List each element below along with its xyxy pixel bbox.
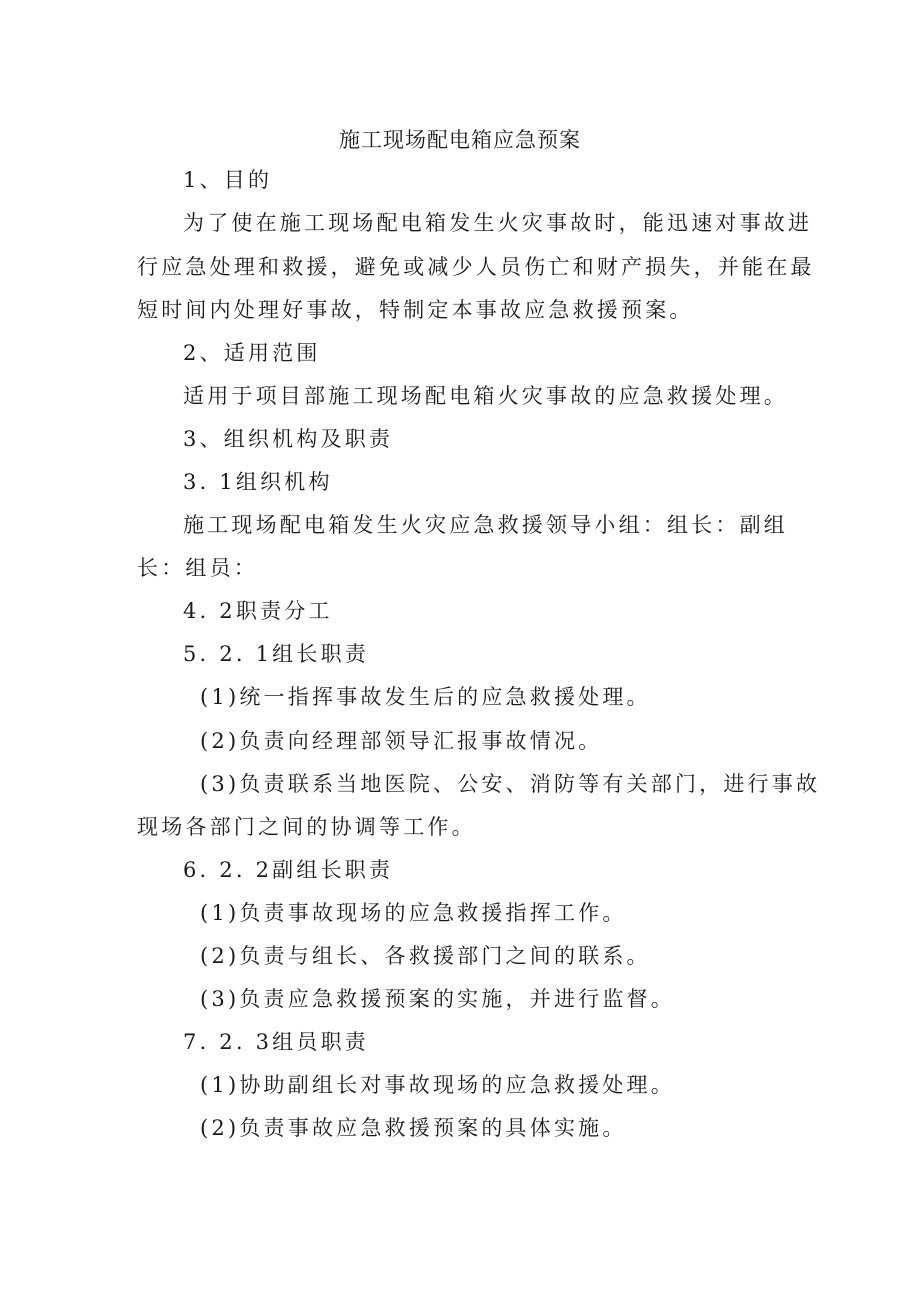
list-item: (1)协助副组长对事故现场的应急救援处理。	[200, 1073, 675, 1097]
list-item: (1)统一指挥事故发生后的应急救援处理。	[200, 685, 651, 709]
subsection-heading-deputy: 6. 2. 2副组长职责	[183, 858, 394, 882]
paragraph-line: 长：组员：	[137, 556, 258, 580]
list-item: (1)负责事故现场的应急救援指挥工作。	[200, 901, 627, 925]
section-heading-purpose: 1、目的	[183, 168, 273, 192]
paragraph-line: 短时间内处理好事故，特制定本事故应急救援预案。	[137, 298, 694, 322]
section-heading-organization: 3、组织机构及职责	[183, 427, 394, 451]
list-item: (2)负责事故应急救援预案的具体实施。	[200, 1116, 627, 1140]
paragraph-line: 为了使在施工现场配电箱发生火灾事故时，能迅速对事故进	[183, 211, 813, 235]
paragraph-line: 行应急处理和救援，避免或减少人员伤亡和财产损失，并能在最	[137, 255, 815, 279]
list-item: (2)负责与组长、各救援部门之间的联系。	[200, 944, 651, 968]
paragraph-line: 施工现场配电箱发生火灾应急救援领导小组：组长：副组	[183, 513, 788, 537]
list-item: (3)负责联系当地医院、公安、消防等有关部门，进行事故	[200, 772, 821, 796]
list-item: (3)负责应急救援预案的实施，并进行监督。	[200, 987, 675, 1011]
section-heading-scope: 2、适用范围	[183, 341, 321, 365]
subsection-heading-duties: 4. 2职责分工	[183, 599, 333, 623]
document-title: 施工现场配电箱应急预案	[339, 128, 581, 152]
list-item-continuation: 现场各部门之间的协调等工作。	[137, 815, 476, 839]
list-item: (2)负责向经理部领导汇报事故情况。	[200, 729, 603, 753]
paragraph-line: 适用于项目部施工现场配电箱火灾事故的应急救援处理。	[183, 384, 788, 408]
subsection-heading-members: 7. 2. 3组员职责	[183, 1030, 369, 1054]
subsection-heading-structure: 3. 1组织机构	[183, 470, 333, 494]
subsection-heading-leader: 5. 2. 1组长职责	[183, 642, 369, 666]
